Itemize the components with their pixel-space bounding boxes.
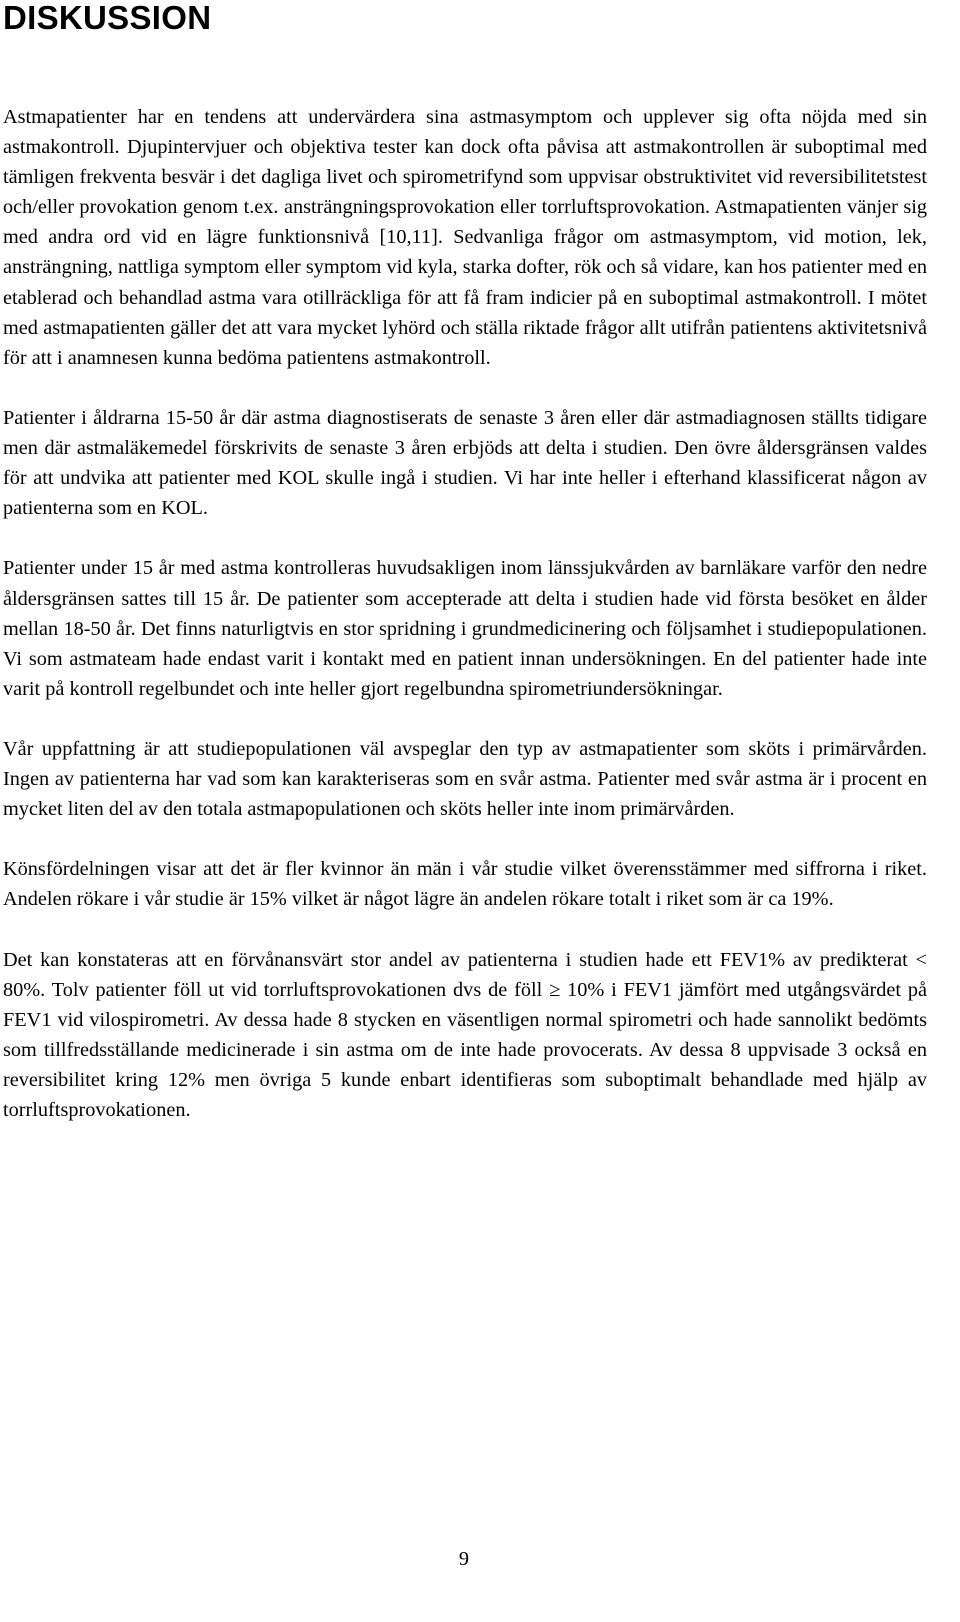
paragraph-3: Patienter under 15 år med astma kontrolleras huvudsakligen inom länssjukvården av barnläkare varför den nedre åldersgränsen sattes till 15 år. De patienter som accepterade att delta i studien hade vid första besöket en ålder mellan 18-50 år. Det finns naturligtvis en stor spridning i grundmedicinering och följsamhet i studiepopulationen. Vi som astmateam hade endast varit i kontakt med en patient innan undersökningen. En del patienter hade inte varit på kontroll regelbundet och inte heller gjort regelbundna spirometriundersökningar. (3, 557, 927, 700)
paragraph-4: Vår uppfattning är att studiepopulationen väl avspeglar den typ av astmapatienter som sköts i primärvården. Ingen av patienterna har vad som kan karakteriseras som en svår astma. Patienter med svår astma är i procent en mycket liten del av den totala astmapopulationen och sköts heller inte inom primärvården. (3, 737, 927, 821)
section-heading: DISKUSSION (3, 0, 212, 36)
body-text (3, 102, 927, 1155)
paragraph-6: Det kan konstateras att en förvånansvärt stor andel av patienterna i studien hade ett FEV1% av predikterat < 80%. Tolv patienter föll ut vid torrluftsprovokationen dvs de föll ≥ 10% i FEV1 jämfört med utgångsvärdet på FEV1 vid vilospirometri. Av dessa hade 8 stycken en väsentligen normal spirometri och hade sannolikt bedömts som tillfredsställande medicinerade i sin astma om de inte hade provocerats. Av dessa 8 uppvisade 3 också en reversibilitet kring 12% men övriga 5 kunde enbart identifieras som suboptimalt behandlade med hjälp av torrluftsprovokationen. (3, 948, 927, 1122)
paragraph-5: Könsfördelningen visar att det är fler kvinnor än män i vår studie vilket överensstämmer med siffrorna i riket. Andelen rökare i vår studie är 15% vilket är något lägre än andelen rökare totalt i riket som är ca 19%. (3, 858, 927, 911)
paragraph-2: Patienter i åldrarna 15-50 år där astma diagnostiserats de senaste 3 åren eller där astmadiagnosen ställts tidigare men där astmaläkemedel förskrivits de senaste 3 åren erbjöds att delta i studien. Den övre åldersgränsen valdes för att undvika att patienter med KOL skulle ingå i studien. Vi har inte heller i efterhand klassificerat någon av patienterna som en KOL. (3, 406, 927, 520)
page-number: 9 (458, 1548, 470, 1570)
paragraph-1: Astmapatienter har en tendens att undervärdera sina astmasymptom och upplever sig ofta nöjda med sin astmakontroll. Djupintervjuer och objektiva tester kan dock ofta påvisa att astmakontrollen är suboptimal med tämligen frekventa besvär i det dagliga livet och spirometrifynd som uppvisar obstruktivitet vid reversibilitetstest och/eller provokation genom t.ex. ansträngningsprovokation eller torrluftsprovokation. Astmapatienten vänjer sig med andra ord vid en lägre funktionsnivå [10,11]. Sedvanliga frågor om astmasymptom, vid motion, lek, ansträngning, nattliga symptom eller symptom vid kyla, starka dofter, rök och så vidare, kan hos patienter med en etablerad och behandlad astma vara otillräckliga för att få fram indicier på en suboptimal astmakontroll. I mötet med astmapatienten gäller det att vara mycket lyhörd och ställa riktade frågor allt utifrån patientens aktivitetsnivå för att i anamnesen kunna bedöma patientens astmakontroll. (3, 106, 927, 369)
